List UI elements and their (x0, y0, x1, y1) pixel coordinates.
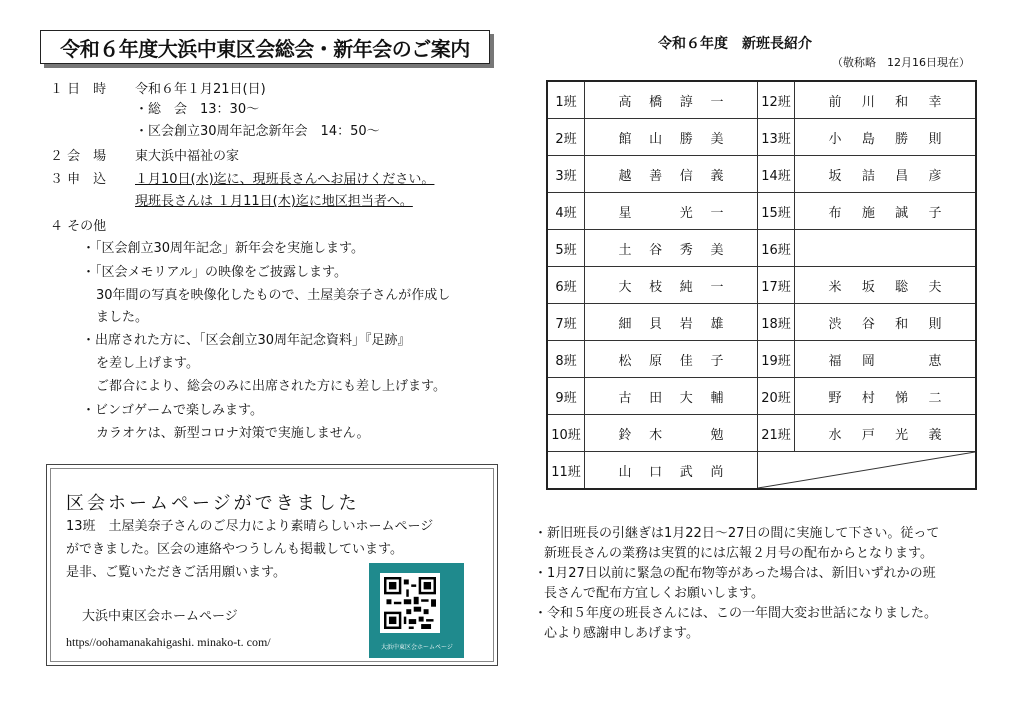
name-char: 美 (710, 131, 724, 147)
name-char: 和 (895, 94, 909, 110)
name-char: 勉 (710, 427, 724, 443)
team-number: 2班 (547, 119, 585, 156)
table-row (547, 415, 976, 452)
name-char: 坂 (828, 168, 842, 184)
table-row (547, 81, 976, 119)
team-number: 4班 (547, 193, 585, 230)
name-char: 聡 (895, 279, 909, 295)
name-char: 雄 (710, 316, 724, 332)
homepage-text-2: ができました。区会の連絡やつうしんも掲載しています。 (66, 542, 403, 557)
team-leader-name (585, 378, 758, 415)
name-char: 義 (928, 427, 942, 443)
team-number: 12班 (758, 81, 795, 119)
name-char (646, 202, 666, 221)
name-char: 木 (649, 427, 663, 443)
name-char: 前 (828, 94, 842, 110)
application-line2: 現班長さんは １月11日(木)迄に地区担当者へ。 (135, 194, 413, 209)
note-3b: 心より感謝申しあげます。 (544, 626, 699, 641)
team-leader-name (585, 230, 758, 267)
table-row (547, 267, 976, 304)
name-char: 岡 (861, 353, 875, 369)
name-char: 細 (618, 316, 632, 332)
other-item-4-desc: カラオケは、新型コロナ対策で実施しません。 (96, 426, 370, 441)
team-number: 3班 (547, 156, 585, 193)
date-label: １ 日 時 (50, 82, 107, 97)
name-char: 彦 (928, 168, 942, 184)
table-row (547, 378, 976, 415)
name-char: 口 (649, 464, 663, 480)
other-item-3: ・出席された方に、「区会創立30周年記念資料」『足跡』 (82, 333, 411, 348)
name-char: 渋 (828, 316, 842, 332)
name-char: 古 (618, 390, 632, 406)
other-item-2-desc-a: 30年間の写真を映像化したもので、土屋美奈子さんが作成し (96, 288, 451, 303)
team-leader-name (585, 304, 758, 341)
name-char: 川 (861, 94, 875, 110)
name-char: 高 (618, 94, 632, 110)
team-number: 6班 (547, 267, 585, 304)
team-leader-name (795, 119, 977, 156)
team-number: 11班 (547, 452, 585, 490)
team-leader-name (795, 156, 977, 193)
team-leader-name (585, 119, 758, 156)
name-char: 原 (649, 353, 663, 369)
name-char: 恵 (928, 353, 942, 369)
name-char: 尚 (710, 464, 724, 480)
name-char: 坂 (861, 279, 875, 295)
team-number: 18班 (758, 304, 795, 341)
name-char: 則 (928, 316, 942, 332)
table-row (547, 230, 976, 267)
homepage-text-3: 是非、ご覧いただきご活用願います。 (66, 565, 286, 580)
team-leader-name (795, 267, 977, 304)
name-char: 子 (710, 353, 724, 369)
team-number: 13班 (758, 119, 795, 156)
name-char: 野 (828, 390, 842, 406)
name-char: 布 (828, 205, 842, 221)
notes (534, 524, 939, 644)
leaders-title: 令和６年度 新班長紹介 (658, 36, 812, 52)
homepage-text-1: 13班 土屋美奈子さんのご尽力により素晴らしいホームページ (66, 519, 434, 534)
name-char: 一 (710, 279, 724, 295)
team-number: 8班 (547, 341, 585, 378)
name-char: 子 (928, 205, 942, 221)
name-char: 大 (679, 390, 693, 406)
venue-label: ２ 会 場 (50, 149, 107, 164)
name-char: 二 (928, 390, 942, 406)
name-char: 善 (649, 168, 663, 184)
name-char: 水 (828, 427, 842, 443)
name-char: 大 (618, 279, 632, 295)
venue-value: 東大浜中福祉の家 (135, 149, 240, 164)
name-char: 輔 (710, 390, 724, 406)
other-item-3-desc-b: ご都合により、総会のみに出席された方にも差し上げます。 (96, 379, 446, 394)
name-char: 悌 (895, 390, 909, 406)
team-leader-name (795, 378, 977, 415)
date-value: 令和６年１月21日(日) (135, 82, 266, 97)
name-char: 秀 (679, 242, 693, 258)
name-char: 勝 (679, 131, 693, 147)
team-leader-name (585, 267, 758, 304)
name-char: 詰 (861, 168, 875, 184)
table-row (547, 156, 976, 193)
note-1b: 新班長さんの業務は実質的には広報２月号の配布からとなります。 (544, 546, 933, 561)
homepage-heading: 区会ホームページができました (66, 493, 360, 514)
leaders-subtitle: （敬称略 12月16日現在） (832, 56, 970, 69)
team-number: 17班 (758, 267, 795, 304)
table-row (547, 304, 976, 341)
name-char: 夫 (928, 279, 942, 295)
empty-cell (758, 452, 977, 490)
name-char: 和 (895, 316, 909, 332)
name-char: 橋 (649, 94, 663, 110)
name-char (676, 424, 696, 443)
name-char: 館 (618, 131, 632, 147)
name-char: 純 (679, 279, 693, 295)
team-leader-name (585, 452, 758, 490)
team-leader-name (585, 81, 758, 119)
leaders-table (546, 80, 977, 490)
team-number: 9班 (547, 378, 585, 415)
team-number: 15班 (758, 193, 795, 230)
team-number: 21班 (758, 415, 795, 452)
application-label: ３ 申 込 (50, 172, 107, 187)
note-3a: ・令和５年度の班長さんには、この一年間大変お世話になりました。 (534, 606, 938, 621)
team-leader-name (795, 304, 977, 341)
team-leader-name (585, 193, 758, 230)
name-char: 誠 (895, 205, 909, 221)
newyear-party-time: ・区会創立30周年記念新年会 14：50～ (135, 124, 380, 139)
name-char: 昌 (895, 168, 909, 184)
name-char: 一 (710, 205, 724, 221)
homepage-label: 大浜中東区会ホームページ (82, 609, 238, 624)
name-char: 光 (895, 427, 909, 443)
team-leader-name (585, 156, 758, 193)
other-item-2-desc-b: ました。 (96, 310, 149, 325)
team-leader-name (795, 341, 977, 378)
name-char: 信 (679, 168, 693, 184)
team-number: 1班 (547, 81, 585, 119)
team-number: 5班 (547, 230, 585, 267)
other-item-1: ・「区会創立30周年記念」新年会を実施します。 (82, 241, 365, 256)
name-char: 山 (649, 131, 663, 147)
qr-code-icon (380, 573, 440, 633)
table-row (547, 193, 976, 230)
name-char: 佳 (679, 353, 693, 369)
name-char: 越 (618, 168, 632, 184)
general-meeting-time: ・総 会 13：30～ (135, 102, 260, 117)
table-row (547, 452, 976, 490)
team-number: 16班 (758, 230, 795, 267)
name-char: 福 (828, 353, 842, 369)
table-row (547, 341, 976, 378)
name-char: 戸 (861, 427, 875, 443)
other-item-4: ・ビンゴゲームで楽しみます。 (82, 403, 263, 418)
name-char: 谷 (649, 242, 663, 258)
team-number: 7班 (547, 304, 585, 341)
team-leader-name (585, 415, 758, 452)
application-line1: １月10日(水)迄に、現班長さんへお届けください。 (135, 172, 435, 187)
name-char: 小 (828, 131, 842, 147)
name-char: 岩 (679, 316, 693, 332)
name-char: 田 (649, 390, 663, 406)
name-char: 米 (828, 279, 842, 295)
team-number: 10班 (547, 415, 585, 452)
name-char (892, 350, 912, 369)
name-char: 光 (679, 205, 693, 221)
team-leader-name (795, 193, 977, 230)
qr-caption: 大浜中東区会ホームページ (381, 644, 453, 651)
name-char: 谷 (861, 316, 875, 332)
name-char: 諄 (679, 94, 693, 110)
note-2a: ・1月27日以前に緊急の配布物等があった場合は、新旧いずれかの班 (534, 566, 936, 581)
name-char: 松 (618, 353, 632, 369)
other-item-3-desc-a: を差し上げます。 (96, 356, 199, 371)
page-title (40, 30, 490, 64)
name-char: 一 (710, 94, 724, 110)
table-row (547, 119, 976, 156)
name-char: 幸 (928, 94, 942, 110)
name-char: 武 (679, 464, 693, 480)
team-number: 14班 (758, 156, 795, 193)
name-char: 義 (710, 168, 724, 184)
note-2b: 長さんで配布方宜しくお願いします。 (544, 586, 764, 601)
name-char: 施 (861, 205, 875, 221)
name-char: 則 (928, 131, 942, 147)
page-title-text: 令和６年度大浜中東区会総会・新年会のご案内 (60, 36, 470, 61)
team-number: 19班 (758, 341, 795, 378)
name-char: 美 (710, 242, 724, 258)
name-char: 鈴 (618, 427, 632, 443)
note-1a: ・新旧班長の引継ぎは1月22日～27日の間に実施して下さい。従って (534, 526, 940, 541)
team-leader-name (795, 230, 977, 267)
team-number: 20班 (758, 378, 795, 415)
name-char: 勝 (895, 131, 909, 147)
name-char: 土 (618, 242, 632, 258)
name-char: 星 (618, 205, 632, 221)
other-label: ４ その他 (50, 219, 107, 234)
name-char: 貝 (649, 316, 663, 332)
name-char: 島 (861, 131, 875, 147)
team-leader-name (795, 415, 977, 452)
team-leader-name (795, 81, 977, 119)
name-char: 枝 (649, 279, 663, 295)
other-item-2: ・「区会メモリアル」の映像をご披露します。 (82, 265, 347, 280)
name-char: 山 (618, 464, 632, 480)
team-leader-name (585, 341, 758, 378)
name-char: 村 (861, 390, 875, 406)
homepage-url[interactable]: https//oohamanakahigashi. minako-t. com/ (66, 635, 271, 649)
